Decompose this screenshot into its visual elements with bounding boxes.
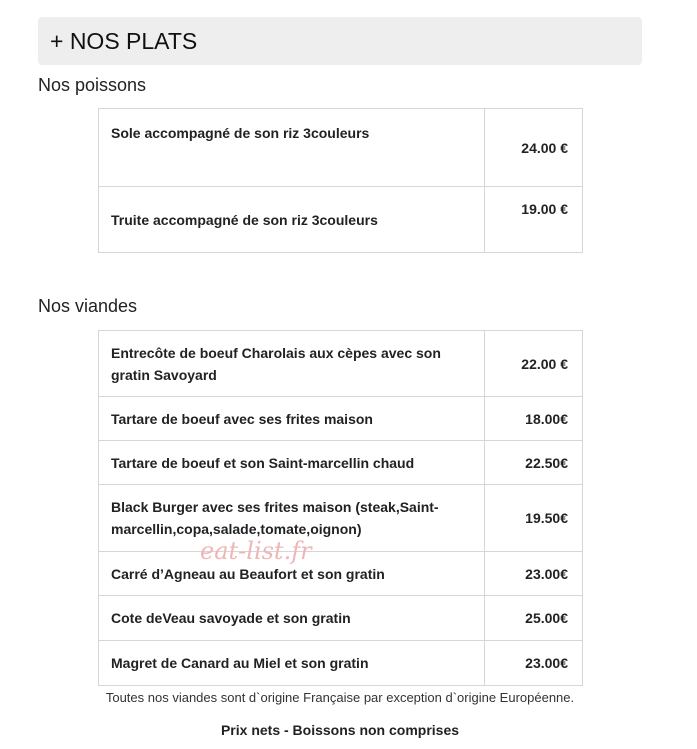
dish-name: Tartare de boeuf avec ses frites maison xyxy=(99,397,485,441)
dish-price: 22.50€ xyxy=(485,441,583,485)
menu-item-row xyxy=(99,397,583,441)
watermark: eat-list.fr xyxy=(200,537,312,565)
menu-item-row xyxy=(99,552,583,596)
menu-item-row xyxy=(99,441,583,485)
dish-price: 18.00€ xyxy=(485,397,583,441)
dish-price: 23.00€ xyxy=(485,552,583,596)
dish-name: Black Burger avec ses frites maison (steak,Saint-marcellin,copa,salade,tomate,oignon) xyxy=(99,485,485,552)
origin-note: Toutes nos viandes sont d`origine Française par exception d`origine Européenne. xyxy=(105,690,575,705)
section-header xyxy=(38,17,642,65)
dish-price: 19.00 € xyxy=(485,187,583,253)
dish-name: Truite accompagné de son riz 3couleurs xyxy=(99,187,485,253)
menu-item-row xyxy=(99,331,583,397)
menu-table-viandes xyxy=(98,330,583,686)
menu-item-row xyxy=(99,485,583,552)
menu-item-row xyxy=(99,596,583,641)
price-note: Prix nets - Boissons non comprises xyxy=(220,722,460,738)
dish-name: Entrecôte de boeuf Charolais aux cèpes avec son gratin Savoyard xyxy=(99,331,485,397)
menu-table-poissons xyxy=(98,108,583,253)
dish-name: Magret de Canard au Miel et son gratin xyxy=(99,641,485,686)
dish-name: Sole accompagné de son riz 3couleurs xyxy=(99,109,485,187)
section-title-poissons: Nos poissons xyxy=(38,75,147,95)
dish-price: 25.00€ xyxy=(485,596,583,641)
page-title: + NOS PLATS xyxy=(50,27,198,54)
dish-name: Carré d’Agneau au Beaufort et son gratin xyxy=(99,552,485,596)
dish-price: 22.00 € xyxy=(485,331,583,397)
section-title-viandes: Nos viandes xyxy=(38,296,138,316)
dish-price: 19.50€ xyxy=(485,485,583,552)
dish-price: 24.00 € xyxy=(485,109,583,187)
menu-item-row xyxy=(99,109,583,187)
menu-item-row xyxy=(99,187,583,253)
dish-price: 23.00€ xyxy=(485,641,583,686)
dish-name: Tartare de boeuf et son Saint-marcellin chaud xyxy=(99,441,485,485)
dish-name: Cote deVeau savoyade et son gratin xyxy=(99,596,485,641)
menu-item-row xyxy=(99,641,583,686)
